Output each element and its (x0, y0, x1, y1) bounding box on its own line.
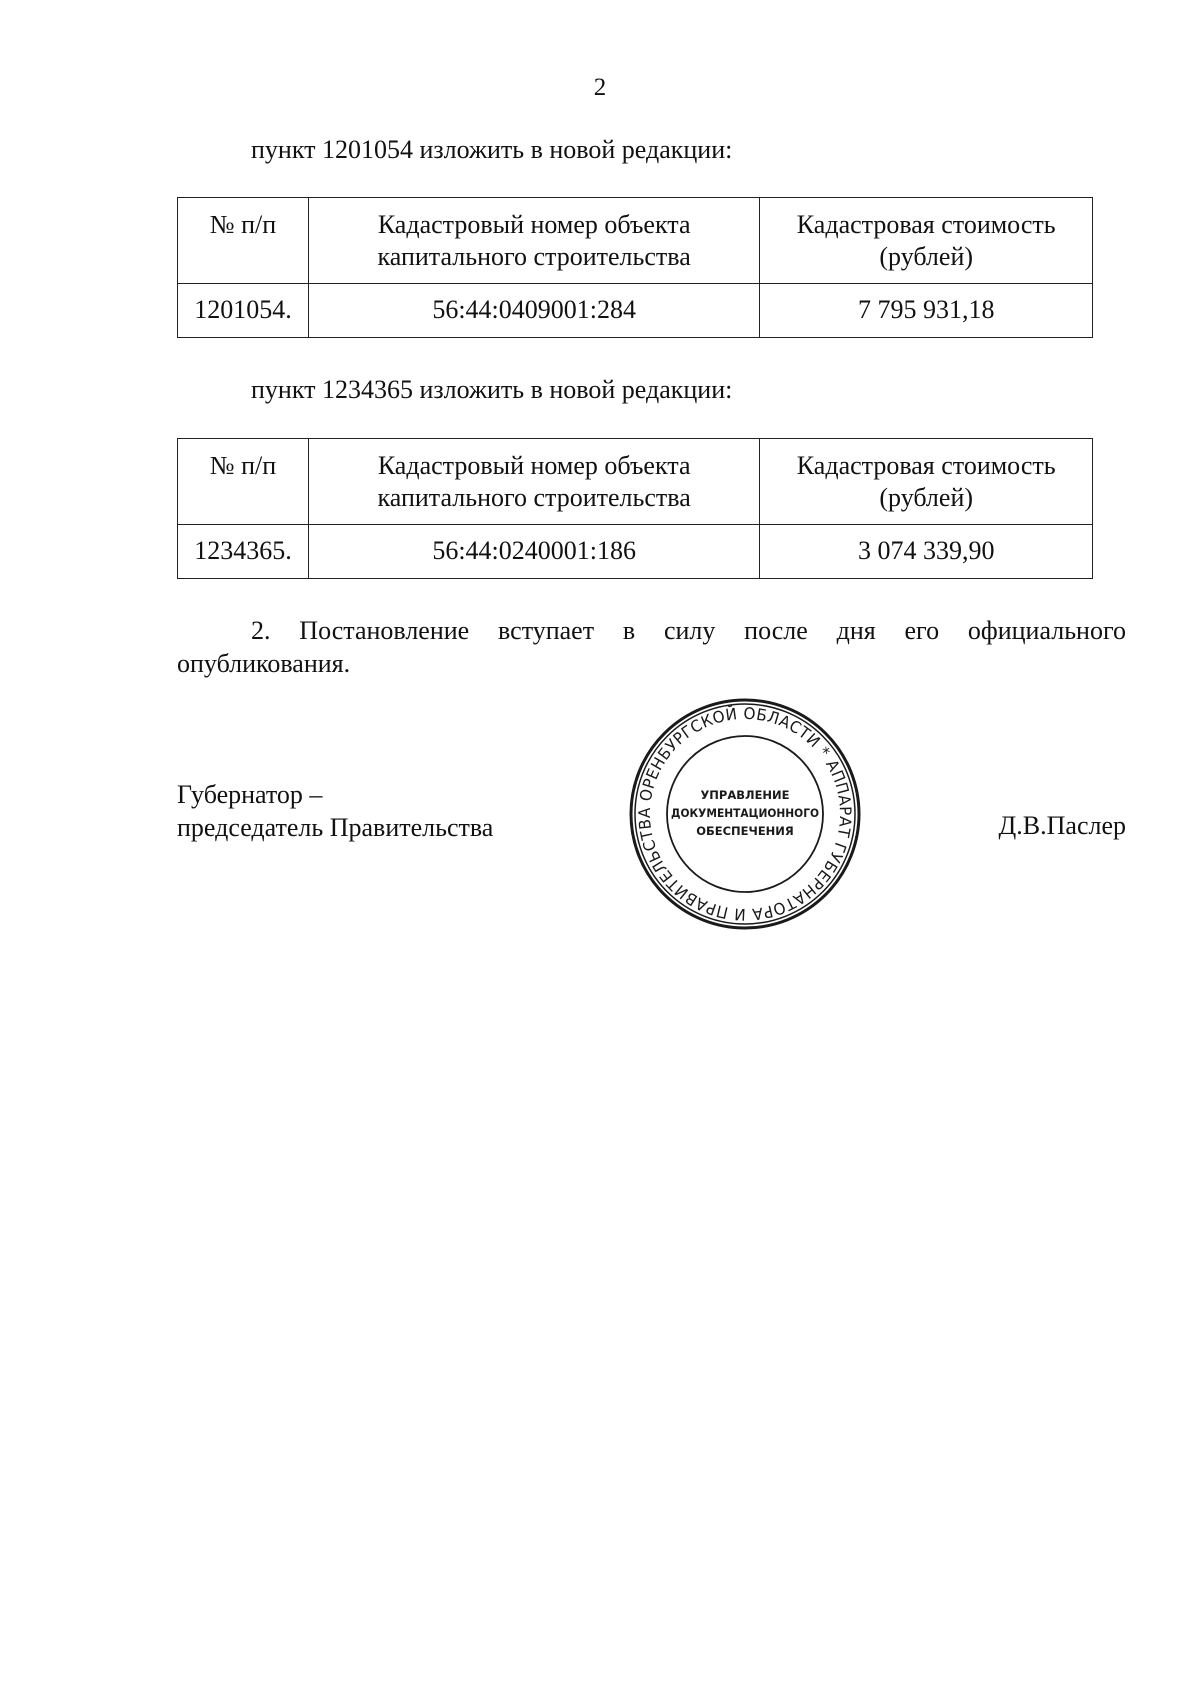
header-cell-cadastral-number: Кадастровый номер объекта капитального строительства (308, 439, 759, 525)
header-cell-cadastral-value: Кадастровая стоимость (рублей) (760, 198, 1093, 284)
paragraph-line: опубликования. (177, 649, 351, 678)
header-cell-number: № п/п (178, 198, 309, 284)
table-row (178, 284, 1093, 338)
section-intro: пункт 1234365 изложить в новой редакции: (251, 375, 733, 404)
header-cell-number: № п/п (178, 439, 309, 525)
stamp-center-text: ОБЕСПЕЧЕНИЯ (696, 824, 794, 838)
section-intro: пункт 1201054 изложить в новой редакции: (251, 135, 733, 164)
table-header-row (178, 439, 1093, 525)
table-row (178, 525, 1093, 579)
page-number: 2 (593, 74, 607, 101)
row-cadastral-number: 56:44:0240001:186 (308, 525, 759, 579)
row-cadastral-number: 56:44:0409001:284 (308, 284, 759, 338)
cadastral-table (177, 197, 1093, 338)
row-number: 1201054. (178, 284, 309, 338)
stamp-center-text: ДОКУМЕНТАЦИОННОГО (671, 806, 820, 820)
table-header-row (178, 198, 1093, 284)
effective-date-paragraph (177, 614, 1126, 680)
paragraph-line: 2. Постановление вступает в силу после дня его официального (251, 616, 1126, 645)
stamp-ring-text: АППАРАТ ГУБЕРНАТОРА И ПРАВИТЕЛЬСТВА ОРЕНБУРГСКОЙ ОБЛАСТИ * (634, 703, 856, 925)
row-cadastral-value: 3 074 339,90 (760, 525, 1093, 579)
stamp-center-text: УПРАВЛЕНИЕ (700, 788, 790, 802)
row-number: 1234365. (178, 525, 309, 579)
row-cadastral-value: 7 795 931,18 (760, 284, 1093, 338)
official-stamp (627, 696, 863, 932)
header-cell-cadastral-number: Кадастровый номер объекта капитального строительства (308, 198, 759, 284)
cadastral-table (177, 438, 1093, 579)
signer-title: Губернатор – председатель Правительства (177, 780, 494, 842)
header-cell-cadastral-value: Кадастровая стоимость (рублей) (760, 439, 1093, 525)
signer-name: Д.В.Паслер (998, 811, 1126, 840)
